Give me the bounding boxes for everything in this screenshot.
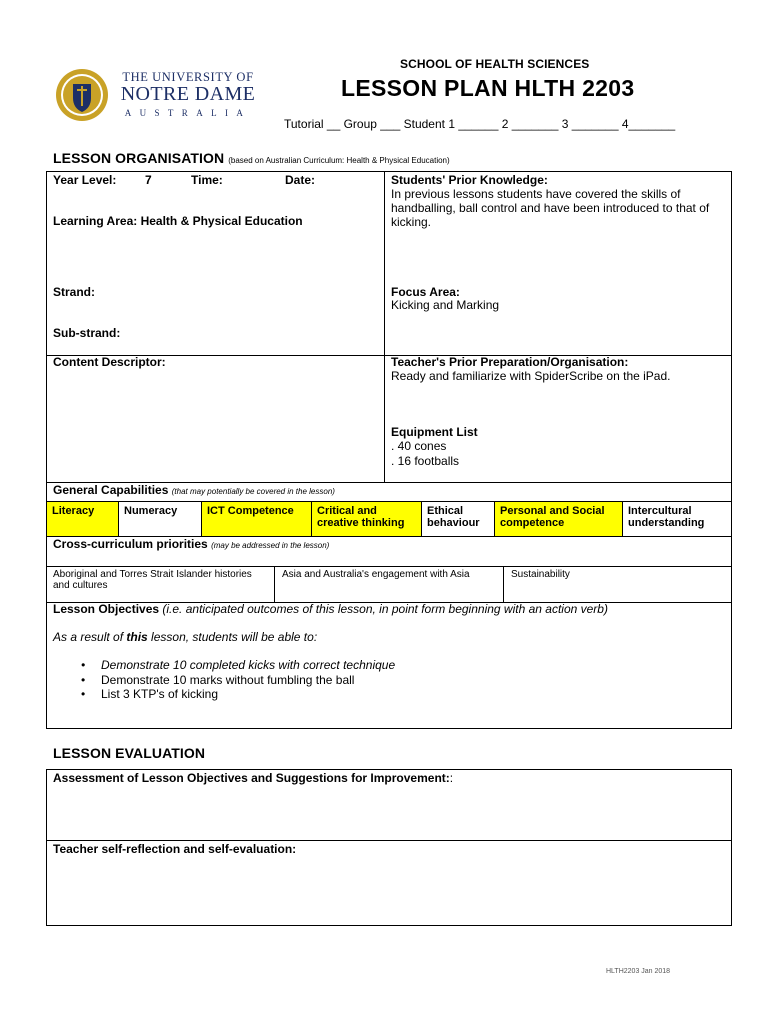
objectives-list (53, 658, 395, 702)
year-level-label: Year Level: (53, 173, 117, 187)
logo-line-3: AUSTRALIA (124, 108, 252, 118)
cross-curriculum-item: Asia and Australia's engagement with Asia (282, 569, 470, 580)
prior-knowledge-label: Students' Prior Knowledge: (391, 173, 548, 187)
year-level-value: 7 (145, 173, 152, 187)
university-seal-icon (55, 68, 109, 122)
teacher-prep-label: Teacher's Prior Preparation/Organisation: (391, 355, 629, 369)
university-logo (55, 68, 261, 122)
cross-curriculum-note: (may be addressed in the lesson) (211, 541, 330, 550)
focus-area-label: Focus Area: (391, 285, 460, 299)
assessment-label: Assessment of Lesson Objectives and Suggestions for Improvement:: (53, 771, 454, 785)
objective-item: • List 3 KTP's of kicking (53, 687, 395, 702)
organisation-heading: LESSON ORGANISATION (based on Australian Curriculum: Health & Physical Education) (53, 150, 450, 166)
page-title: LESSON PLAN HLTH 2203 (341, 75, 635, 101)
logo-line-2: NOTRE DAME (120, 83, 256, 105)
organisation-heading-note: (based on Australian Curriculum: Health & Physical Education) (228, 156, 450, 165)
capability-critical-thinking: Critical and creative thinking (312, 502, 422, 536)
equipment-label: Equipment List (391, 425, 478, 439)
capabilities-label: General Capabilities (that may potentially be covered in the lesson) (53, 483, 335, 497)
capability-ethical: Ethical behaviour (422, 502, 495, 536)
equipment-item: . 16 footballs (391, 454, 460, 468)
cross-curriculum-item: Sustainability (511, 569, 570, 580)
prior-knowledge-text: In previous lessons students have covered the skills of handballing, ball control and have been introduced to that of kicking. (391, 187, 710, 229)
equipment-item: . 40 cones (391, 439, 447, 453)
capability-personal-social: Personal and Social competence (495, 502, 623, 536)
cross-curriculum-item: Aboriginal and Torres Strait Islander histories and cultures (53, 569, 252, 591)
objectives-note: (i.e. anticipated outcomes of this lesson, in point form beginning with an action verb) (162, 602, 608, 616)
learning-area: Learning Area: Health & Physical Education (53, 214, 303, 228)
evaluation-heading: LESSON EVALUATION (53, 745, 206, 761)
capabilities-note: (that may potentially be covered in the lesson) (171, 487, 335, 496)
capability-literacy: Literacy (47, 502, 119, 536)
strand-label: Strand: (53, 285, 95, 299)
cross-curriculum-label: Cross-curriculum priorities (may be addressed in the lesson) (53, 537, 330, 551)
date-label: Date: (285, 173, 316, 187)
organisation-table (46, 171, 732, 729)
school-name: SCHOOL OF HEALTH SCIENCES (400, 57, 590, 71)
teacher-prep-text: Ready and familiarize with SpiderScribe on the iPad. (391, 369, 671, 383)
reflection-label: Teacher self-reflection and self-evaluation: (53, 842, 297, 856)
time-label: Time: (191, 173, 223, 187)
objective-item: • Demonstrate 10 completed kicks with correct technique (53, 658, 395, 673)
tutorial-line: Tutorial __ Group ___ Student 1 ______ 2 _______ 3 _______ 4_______ (284, 117, 676, 131)
capability-numeracy: Numeracy (119, 502, 202, 536)
logo-line-1: THE UNIVERSITY OF (122, 70, 254, 84)
objectives-label: Lesson Objectives (i.e. anticipated outcomes of this lesson, in point form beginning with an action verb) (53, 602, 608, 616)
capability-intercultural: Intercultural understanding (628, 505, 705, 529)
content-descriptor-label: Content Descriptor: (53, 355, 166, 369)
focus-area-text: Kicking and Marking (391, 298, 500, 312)
substrand-label: Sub-strand: (53, 326, 121, 340)
objectives-intro: As a result of this lesson, students will be able to: (53, 630, 318, 644)
capability-ict: ICT Competence (202, 502, 312, 536)
footer-code: HLTH2203 Jan 2018 (606, 968, 671, 975)
objective-item: • Demonstrate 10 marks without fumbling the ball (53, 673, 395, 688)
